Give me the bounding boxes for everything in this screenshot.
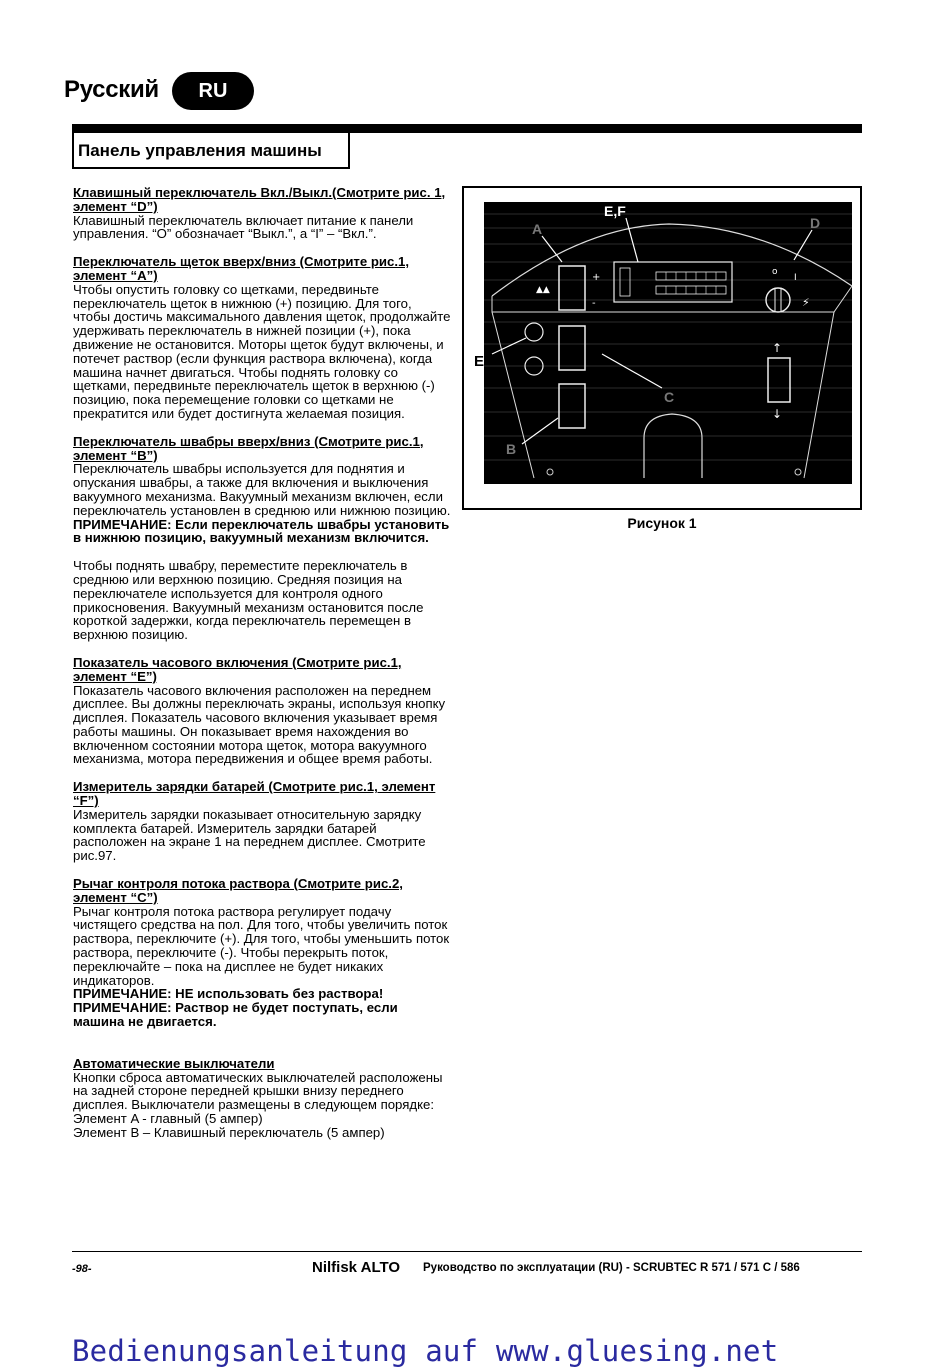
item-circuit-breakers <box>73 1057 451 1140</box>
label-ef: E,F <box>604 203 626 219</box>
item-body: Рычаг контроля потока раствора регулирует подачу чистящего средства на пол. Для того, чтобы увеличить поток раствора, переключите (+). Для того, чтобы уменьшить поток раствора, переключите (-). Чтобы перекрыть поток, переключайте – пока на дисплее не будет никаких индикаторов. <box>73 903 450 988</box>
header-rule <box>72 124 862 133</box>
item-heading: Переключатель швабры вверх/вниз (Смотрите рис.1, элемент “B”) <box>73 433 424 463</box>
label-e: E <box>474 353 485 370</box>
item-body: Измеритель зарядки показывает относительную зарядку комплекта батарей. Измеритель зарядки батарей расположен на экране 1 на переднем дисплее. Смотрите рис.97. <box>73 806 426 864</box>
item-body: Показатель часового включения расположен на переднем дисплее. Вы должны переключать экраны, используя кнопку дисплея. Показатель часового включения указывает время работы машины. Он показывает время нахождения во включенном состоянии мотора щеток, мотора вакуумного механизма, мотора передвижения и общее время работы. <box>73 682 446 767</box>
item-body: Клавишный переключатель включает питание к панели управления. “O” обозначает “Выкл.”, а “I” – “Вкл.”. <box>73 212 414 242</box>
label-b: B <box>506 441 517 457</box>
item-note: ПРИМЕЧАНИЕ: НЕ использовать без раствора! <box>73 986 384 1002</box>
item-heading: Показатель часового включения (Смотрите рис.1, элемент “E”) <box>73 654 402 684</box>
footer-rule <box>72 1251 862 1252</box>
item-heading: Автоматические выключатели <box>73 1055 275 1071</box>
item-heading: Переключатель щеток вверх/вниз (Смотрите рис.1, элемент “A”) <box>73 254 410 283</box>
figure-caption: Рисунок 1 <box>627 515 697 531</box>
item-battery-gauge <box>73 780 451 863</box>
item-note-2: ПРИМЕЧАНИЕ: Раствор не будет поступать, если машина не двигается. <box>73 1000 398 1030</box>
item-squeegee-switch <box>73 435 451 642</box>
arrow-up-icon: ↑ <box>772 341 783 355</box>
key-on-label: I <box>794 273 797 283</box>
page-number: -98- <box>72 1263 92 1275</box>
power-icon: ⚡ <box>802 296 810 309</box>
item-heading: Измеритель зарядки батарей (Смотрите рис.1, элемент “F”) <box>73 779 436 809</box>
item-body <box>73 462 451 545</box>
item-line: Элемент A - главный (5 ампер) <box>73 1111 263 1127</box>
item-key-switch <box>73 186 451 241</box>
item-note: ПРИМЕЧАНИЕ: Если переключатель швабры установить в нижнюю позицию, вакуумный механизм включится. <box>73 516 450 546</box>
language-badge: RU <box>172 72 254 110</box>
item-heading: Рычаг контроля потока раствора (Смотрите рис.2, элемент “C”) <box>73 876 403 905</box>
item-hour-meter <box>73 656 451 766</box>
footer-description: Руководство по эксплуатации (RU) - SCRUBTEC R 571 / 571 C / 586 <box>423 1262 800 1274</box>
item-body-text: Переключатель швабры используется для поднятия и опускания швабры, а также для включения и выключения вакуумного механизма. Вакуумный механизм включен, если переключатель установлен в среднюю или нижнюю позицию. <box>73 461 451 518</box>
item-line: Элемент B – Клавишный переключатель (5 ампер) <box>73 1124 385 1140</box>
language-title: Русский <box>64 76 159 103</box>
key-off-label: o <box>772 267 778 277</box>
item-body: Чтобы опустить головку со щетками, передвиньте переключатель щеток в нижнюю (+) позицию. Для того, чтобы достичь максимального давления щеток, продолжайте удерживать переключатель в нижней позиции (+), пока движение не остановится. Моторы щеток будут включены, и потечет раствор (если функция раствора включена), когда машина начнет двигаться. Чтобы поднять головку со щетками, передвиньте переключатель щеток в верхнюю (-) позицию, пока перемещение головки со щетками не прекратится или будет достигнута желаемая позиция. <box>73 281 451 421</box>
figure-1-frame <box>462 186 862 510</box>
item-brush-switch <box>73 255 451 421</box>
section-title: Панель управления машины <box>78 141 322 160</box>
brush-minus-label: - <box>592 298 596 309</box>
item-body-2: Чтобы поднять швабру, переместите переключатель в среднюю или верхнюю позицию. Средняя позиция на переключателе используется для контроля одного прикосновения. Вакуумный механизм остановится после короткой задержки, когда переключатель перемещен в верхнюю позицию. <box>73 558 424 643</box>
label-d: D <box>810 215 821 231</box>
text-column <box>73 186 451 1154</box>
brush-icon: ▲▲ <box>536 285 550 295</box>
item-solution-lever <box>73 877 451 1029</box>
watermark-link[interactable]: Bedienungsanleitung auf www.gluesing.net <box>72 1334 779 1368</box>
label-c: C <box>664 389 675 405</box>
label-a: A <box>532 221 543 237</box>
control-panel-illustration <box>464 188 860 508</box>
footer-brand: Nilfisk ALTO <box>312 1259 401 1276</box>
arrow-down-icon: ↓ <box>772 407 783 421</box>
item-body: Кнопки сброса автоматических выключателей расположены на задней стороне передней крышки внизу переднего дисплея. Выключатели размещены в следующем порядке: <box>73 1069 443 1113</box>
brush-plus-label: + <box>592 272 601 283</box>
item-heading: Клавишный переключатель Вкл./Выкл.(Смотрите рис. 1, элемент “D”) <box>73 185 446 214</box>
